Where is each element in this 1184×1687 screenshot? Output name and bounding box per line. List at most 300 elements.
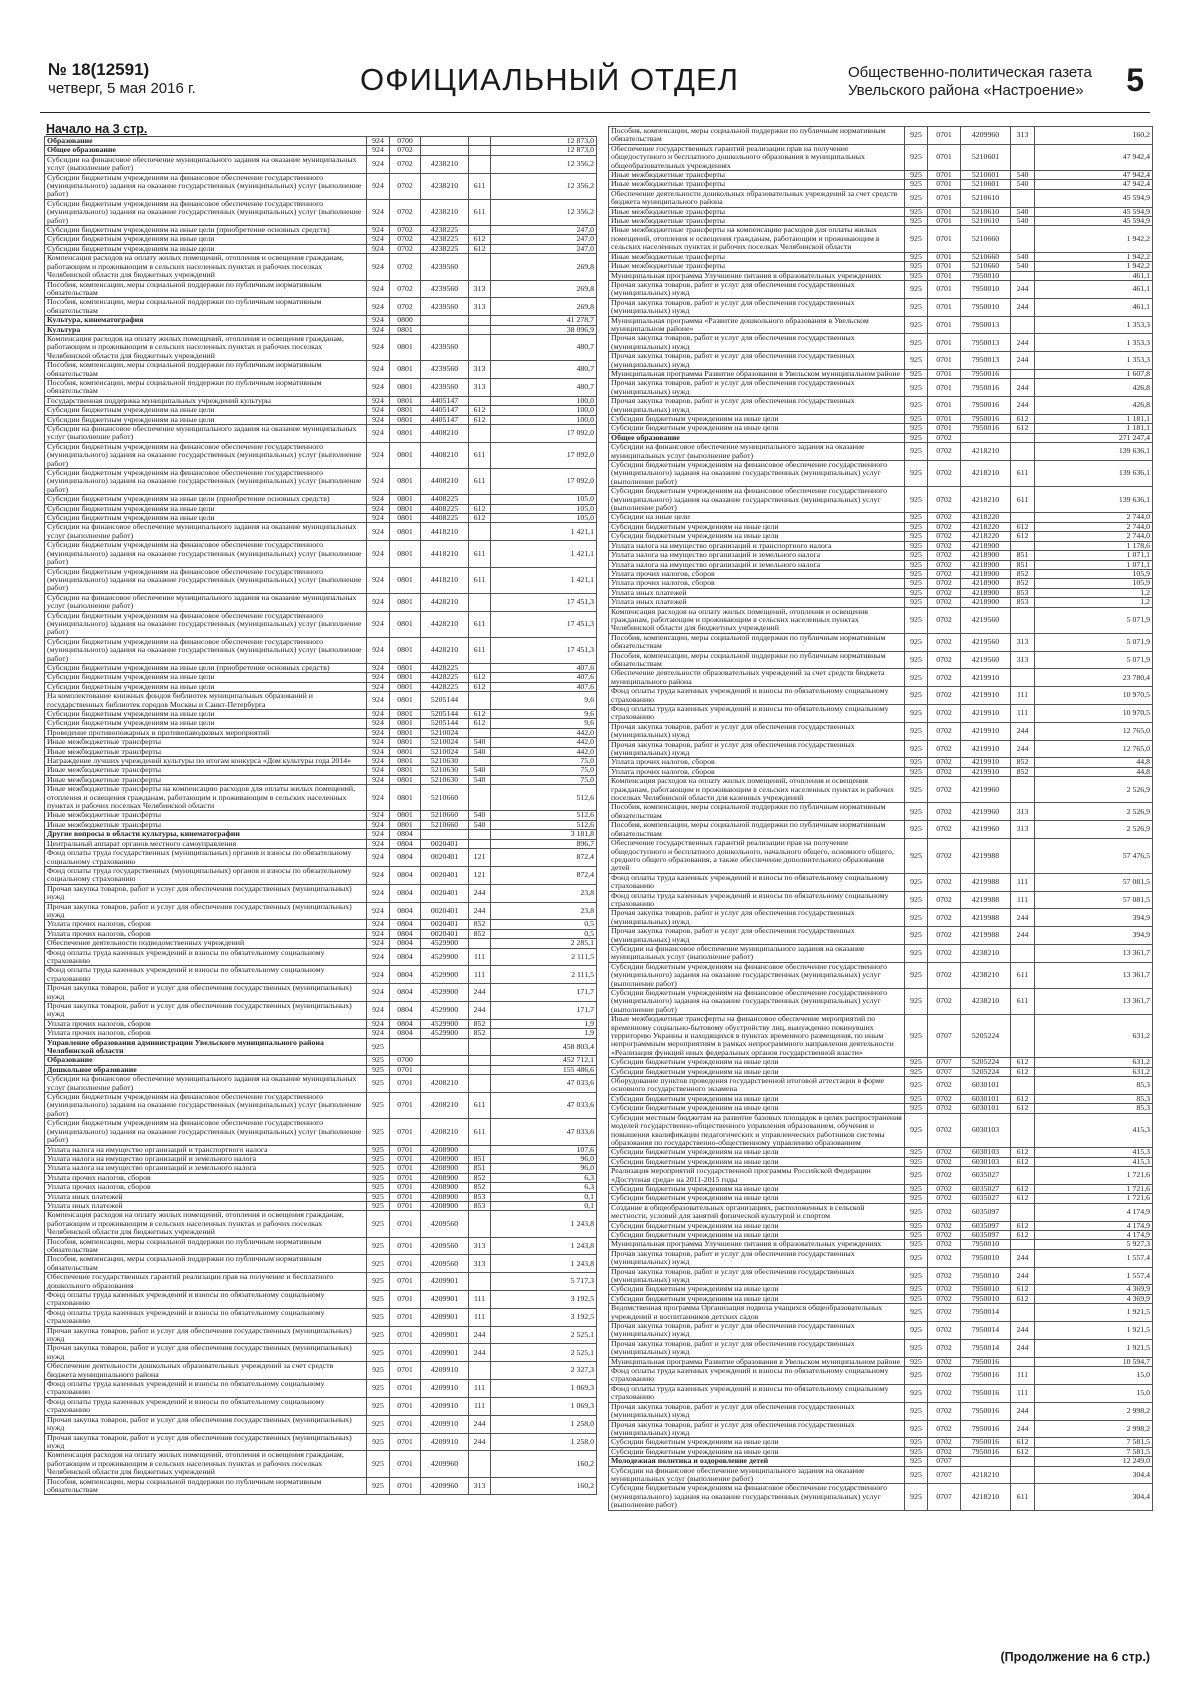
row-description: Награждение лучших учреждений культуры по итогам конкурса «Дом культуры года 2014» xyxy=(45,757,367,766)
table-row xyxy=(609,1230,1153,1239)
row-description: Муниципальная программа Развитие образования в Увельском муниципальном районе xyxy=(609,1357,905,1366)
row-amount: 631,2 xyxy=(1035,1058,1153,1067)
row-expense-type: 611 xyxy=(1011,1484,1035,1510)
row-expense-type: 244 xyxy=(1011,927,1035,945)
row-description: Обеспечение деятельности подведомственных учреждений xyxy=(45,939,367,948)
row-description: Пособия, компенсации, меры социальной поддержки по публичным нормативным обязательствам xyxy=(45,1255,367,1273)
row-description: Субсидии бюджетным учреждениям на иные цели xyxy=(609,424,905,433)
table-row xyxy=(609,1077,1153,1095)
row-ministry-code: 925 xyxy=(905,352,928,370)
row-ministry-code: 925 xyxy=(905,127,928,145)
row-ministry-code: 925 xyxy=(905,433,928,442)
row-amount: 512,6 xyxy=(491,811,597,820)
row-expense-type: 121 xyxy=(469,849,491,867)
row-ministry-code: 924 xyxy=(367,1019,390,1028)
row-ministry-code: 925 xyxy=(905,651,928,669)
row-expense-type xyxy=(469,425,491,443)
row-section-code: 0701 xyxy=(928,262,961,271)
row-target-code: 4209901 xyxy=(421,1344,469,1362)
row-description: Уплата налога на имущество организаций и транспортного налога xyxy=(609,541,905,550)
row-ministry-code: 925 xyxy=(905,1104,928,1113)
row-amount: 17 451,3 xyxy=(491,593,597,611)
row-section-code: 0702 xyxy=(390,244,421,253)
row-amount: 415,3 xyxy=(1035,1148,1153,1157)
table-row xyxy=(45,984,597,1002)
row-section-code: 0702 xyxy=(928,839,961,874)
table-row xyxy=(45,775,597,784)
row-target-code: 4218220 xyxy=(961,522,1011,531)
row-description: Прочая закупка товаров, работ и услуг для обеспечения государственных (муниципальных) нужд xyxy=(609,1339,905,1357)
row-amount: 75,0 xyxy=(491,766,597,775)
row-expense-type xyxy=(469,1145,491,1154)
row-target-code: 4529900 xyxy=(421,948,469,966)
continuation-to: (Продолжение на 6 стр.) xyxy=(1000,1650,1150,1664)
row-expense-type: 244 xyxy=(1011,352,1035,370)
row-amount: 6,3 xyxy=(491,1183,597,1192)
row-amount: 12 873,0 xyxy=(491,137,597,146)
table-row xyxy=(45,1415,597,1433)
row-amount: 1 243,8 xyxy=(491,1211,597,1237)
row-section-code: 0702 xyxy=(928,944,961,962)
row-section-code: 0701 xyxy=(928,252,961,261)
table-row xyxy=(45,1145,597,1154)
table-row xyxy=(45,1056,597,1065)
table-row xyxy=(45,1183,597,1192)
row-expense-type: 244 xyxy=(469,884,491,902)
row-amount: 171,7 xyxy=(491,984,597,1002)
row-target-code: 5205144 xyxy=(421,710,469,719)
row-expense-type: 612 xyxy=(1011,1438,1035,1447)
table-row xyxy=(45,425,597,443)
row-expense-type xyxy=(1011,839,1035,874)
table-row xyxy=(609,560,1153,569)
row-expense-type: 611 xyxy=(469,637,491,663)
row-ministry-code: 925 xyxy=(905,252,928,261)
row-description: Уплата прочих налогов, сборов xyxy=(45,1019,367,1028)
table-row xyxy=(45,747,597,756)
table-row xyxy=(609,1221,1153,1230)
table-row xyxy=(45,948,597,966)
row-description: Фонд оплаты труда казенных учреждений и взносы по обязательному социальному страхованию xyxy=(609,873,905,891)
row-expense-type: 244 xyxy=(469,984,491,1002)
row-ministry-code: 924 xyxy=(367,939,390,948)
row-expense-type xyxy=(1011,1457,1035,1466)
row-ministry-code: 924 xyxy=(367,495,390,504)
table-row xyxy=(609,171,1153,180)
row-description: Образование xyxy=(45,1056,367,1065)
row-expense-type: 244 xyxy=(469,1344,491,1362)
row-expense-type xyxy=(469,1075,491,1093)
table-row xyxy=(45,738,597,747)
row-section-code: 0701 xyxy=(928,298,961,316)
row-section-code: 0801 xyxy=(390,469,421,495)
row-expense-type: 313 xyxy=(1011,127,1035,145)
row-description: Фонд оплаты труда государственных (муниципальных) органов и взносы по обязательному социальному страхованию xyxy=(45,849,367,867)
table-row xyxy=(45,1029,597,1038)
row-ministry-code: 925 xyxy=(905,758,928,767)
row-description: Фонд оплаты труда казенных учреждений и взносы по обязательному социальному страхованию xyxy=(45,1380,367,1398)
row-section-code: 0702 xyxy=(928,1184,961,1193)
row-target-code: 4208900 xyxy=(421,1164,469,1173)
row-section-code: 0701 xyxy=(390,1093,421,1119)
row-ministry-code: 925 xyxy=(905,522,928,531)
table-row xyxy=(45,325,597,334)
row-ministry-code: 925 xyxy=(367,1154,390,1163)
row-section-code: 0701 xyxy=(390,1075,421,1093)
row-amount: 407,6 xyxy=(491,682,597,691)
row-description: Оборудование пунктов проведения государственной итоговой аттестации в форме основного государственного экзамена xyxy=(609,1077,905,1095)
row-ministry-code: 924 xyxy=(367,137,390,146)
row-description: Создание в общеобразовательных организациях, расположенных в сельской местности, условий для занятий физической культурой и спортом xyxy=(609,1203,905,1221)
row-target-code: 5210024 xyxy=(421,747,469,756)
row-target-code: 4428225 xyxy=(421,673,469,682)
table-row xyxy=(609,1322,1153,1340)
row-amount: 407,6 xyxy=(491,663,597,672)
row-section-code: 0702 xyxy=(928,740,961,758)
row-target-code: 4428225 xyxy=(421,682,469,691)
row-ministry-code: 925 xyxy=(905,909,928,927)
row-ministry-code: 924 xyxy=(367,966,390,984)
table-row xyxy=(609,1240,1153,1249)
row-section-code: 0800 xyxy=(390,316,421,325)
row-expense-type: 313 xyxy=(1011,821,1035,839)
table-row xyxy=(609,262,1153,271)
row-target-code: 7950013 xyxy=(961,316,1011,334)
row-section-code: 0702 xyxy=(390,254,421,280)
row-ministry-code: 924 xyxy=(367,611,390,637)
row-amount: 47 942,4 xyxy=(1035,171,1153,180)
row-description: Прочая закупка товаров, работ и услуг для обеспечения государственных (муниципальных) нужд xyxy=(45,1344,367,1362)
row-description: Субсидии бюджетным учреждениям на иные цели xyxy=(609,1184,905,1193)
row-ministry-code: 925 xyxy=(367,1211,390,1237)
row-description: Субсидии бюджетным учреждениям на финансовое обеспечение государственного (муниципального) задания на оказание государственных (муниципальных) услуг (выполнение работ) xyxy=(45,611,367,637)
row-section-code: 0801 xyxy=(390,504,421,513)
table-row xyxy=(609,1402,1153,1420)
row-section-code: 0801 xyxy=(390,415,421,424)
table-row xyxy=(609,669,1153,687)
row-expense-type: 540 xyxy=(1011,217,1035,226)
row-expense-type: 111 xyxy=(1011,873,1035,891)
table-row xyxy=(609,144,1153,170)
row-ministry-code: 925 xyxy=(367,1255,390,1273)
row-amount: 85,3 xyxy=(1035,1104,1153,1113)
row-description: Иные межбюджетные трансферты xyxy=(45,775,367,784)
row-expense-type: 611 xyxy=(1011,461,1035,487)
row-description: Пособия, компенсации, меры социальной поддержки по публичным нормативным обязательствам xyxy=(45,280,367,298)
row-ministry-code: 925 xyxy=(905,767,928,776)
row-target-code: 4218210 xyxy=(961,1484,1011,1510)
row-section-code: 0804 xyxy=(390,929,421,938)
row-expense-type: 851 xyxy=(1011,560,1035,569)
row-ministry-code: 924 xyxy=(367,766,390,775)
row-description: Уплата прочих налогов, сборов xyxy=(609,569,905,578)
row-expense-type xyxy=(469,334,491,360)
row-section-code: 0701 xyxy=(390,1433,421,1451)
row-expense-type: 540 xyxy=(469,820,491,829)
row-section-code: 0804 xyxy=(390,1019,421,1028)
row-amount: 5 717,3 xyxy=(491,1273,597,1291)
row-target-code: 4219960 xyxy=(961,821,1011,839)
row-ministry-code: 925 xyxy=(905,1094,928,1103)
table-row xyxy=(45,1308,597,1326)
row-expense-type xyxy=(1011,189,1035,207)
row-ministry-code: 925 xyxy=(367,1237,390,1255)
row-section-code: 0701 xyxy=(390,1183,421,1192)
row-target-code: 4209910 xyxy=(421,1380,469,1398)
row-section-code: 0702 xyxy=(928,705,961,723)
row-ministry-code: 925 xyxy=(905,415,928,424)
row-description: Субсидии бюджетным учреждениям на иные цели xyxy=(45,415,367,424)
row-section-code: 0804 xyxy=(390,966,421,984)
row-section-code: 0701 xyxy=(928,369,961,378)
row-amount: 2 111,5 xyxy=(491,948,597,966)
row-description: Субсидии бюджетным учреждениям на иные цели xyxy=(45,514,367,523)
left-column xyxy=(44,136,596,1495)
table-row xyxy=(609,722,1153,740)
row-description: Иные межбюджетные трансферты xyxy=(45,811,367,820)
table-row xyxy=(609,891,1153,909)
row-expense-type: 313 xyxy=(1011,803,1035,821)
row-description: Проведение противопожарных и противопаводковых мероприятий xyxy=(45,728,367,737)
row-description: Фонд оплаты труда казенных учреждений и взносы по обязательному социальному страхованию xyxy=(45,1308,367,1326)
row-expense-type: 244 xyxy=(469,1326,491,1344)
row-amount: 5 071,9 xyxy=(1035,633,1153,651)
row-expense-type: 612 xyxy=(1011,1194,1035,1203)
table-row xyxy=(45,692,597,710)
table-row xyxy=(609,252,1153,261)
row-ministry-code: 924 xyxy=(367,593,390,611)
row-description: Субсидии бюджетным учреждениям на иные цели (приобретение основных средств) xyxy=(45,495,367,504)
row-amount: 1 607,8 xyxy=(1035,369,1153,378)
row-amount: 2 998,2 xyxy=(1035,1420,1153,1438)
row-expense-type: 244 xyxy=(1011,397,1035,415)
row-description: Уплата налога на имущество организаций и земельного налога xyxy=(609,560,905,569)
row-target-code: 4218900 xyxy=(961,541,1011,550)
row-target-code: 6030101 xyxy=(961,1077,1011,1095)
row-expense-type xyxy=(469,663,491,672)
table-row xyxy=(45,593,597,611)
row-ministry-code: 924 xyxy=(367,280,390,298)
table-row xyxy=(45,1201,597,1210)
row-amount: 105,0 xyxy=(491,495,597,504)
row-amount: 17 451,3 xyxy=(491,637,597,663)
row-amount: 1 181,1 xyxy=(1035,424,1153,433)
row-ministry-code: 925 xyxy=(905,777,928,803)
row-target-code: 4529900 xyxy=(421,966,469,984)
row-description: Субсидии бюджетным учреждениям на иные цели xyxy=(609,1221,905,1230)
row-expense-type: 540 xyxy=(469,766,491,775)
row-section-code: 0801 xyxy=(390,361,421,379)
row-target-code: 4219988 xyxy=(961,927,1011,945)
row-amount: 1 181,1 xyxy=(1035,415,1153,424)
row-target-code: 4428210 xyxy=(421,611,469,637)
row-section-code: 0804 xyxy=(390,902,421,920)
row-expense-type xyxy=(469,1362,491,1380)
row-target-code: 4209960 xyxy=(421,1451,469,1477)
row-amount: 105,9 xyxy=(1035,569,1153,578)
row-description: Субсидии бюджетным учреждениям на финансовое обеспечение государственного (муниципального) задания на оказание государственных (муниципальных) услуг (выполнение работ) xyxy=(45,173,367,199)
row-section-code: 0702 xyxy=(928,1322,961,1340)
row-ministry-code: 924 xyxy=(367,378,390,396)
row-section-code: 0801 xyxy=(390,811,421,820)
row-target-code: 4219988 xyxy=(961,839,1011,874)
row-target-code: 4418210 xyxy=(421,541,469,567)
row-section-code: 0702 xyxy=(928,1249,961,1267)
masthead xyxy=(40,56,1150,108)
row-description: Фонд оплаты труда казенных учреждений и взносы по обязательному социальному страхованию xyxy=(609,705,905,723)
row-ministry-code: 925 xyxy=(905,461,928,487)
row-target-code: 6030101 xyxy=(961,1104,1011,1113)
table-row xyxy=(45,415,597,424)
row-ministry-code: 925 xyxy=(905,989,928,1015)
row-description: Уплата налога на имущество организаций и транспортного налога xyxy=(45,1145,367,1154)
table-row xyxy=(609,298,1153,316)
table-row xyxy=(609,1384,1153,1402)
row-target-code: 4219560 xyxy=(961,651,1011,669)
row-expense-type: 612 xyxy=(1011,1294,1035,1303)
row-expense-type: 540 xyxy=(1011,171,1035,180)
row-amount: 139 636,1 xyxy=(1035,443,1153,461)
row-section-code: 0701 xyxy=(390,1308,421,1326)
row-section-code: 0702 xyxy=(928,1367,961,1385)
table-row xyxy=(609,1357,1153,1366)
table-row xyxy=(609,651,1153,669)
row-description: Уплата прочих налогов, сборов xyxy=(609,579,905,588)
row-expense-type: 612 xyxy=(1011,1221,1035,1230)
row-amount: 1 258,0 xyxy=(491,1433,597,1451)
row-amount: 631,2 xyxy=(1035,1015,1153,1058)
row-expense-type: 111 xyxy=(1011,891,1035,909)
row-description: Субсидии бюджетным учреждениям на иные цели xyxy=(609,1285,905,1294)
row-target-code: 5210610 xyxy=(961,189,1011,207)
row-amount: 2 744,0 xyxy=(1035,532,1153,541)
row-expense-type xyxy=(469,325,491,334)
row-description: Уплата иных платежей xyxy=(609,598,905,607)
row-target-code: 4219910 xyxy=(961,740,1011,758)
table-row xyxy=(609,271,1153,280)
row-section-code: 0701 xyxy=(390,1362,421,1380)
row-amount: 4 369,9 xyxy=(1035,1285,1153,1294)
row-section-code: 0801 xyxy=(390,747,421,756)
row-section-code: 0702 xyxy=(928,777,961,803)
row-ministry-code: 925 xyxy=(905,1285,928,1294)
row-section-code: 0702 xyxy=(928,1384,961,1402)
row-amount: 247,0 xyxy=(491,235,597,244)
row-description: Компенсация расходов на оплату жилых помещений, отопления и освещения гражданам, работающим и проживающим в сельских населенных пунктах и рабочих поселках Челябинской области для бюджетных учреждений xyxy=(45,1451,367,1477)
row-ministry-code: 925 xyxy=(367,1192,390,1201)
row-amount: 1 069,3 xyxy=(491,1397,597,1415)
row-expense-type: 244 xyxy=(1011,722,1035,740)
table-row xyxy=(45,757,597,766)
row-amount: 2 526,9 xyxy=(1035,803,1153,821)
row-target-code: 5210660 xyxy=(961,226,1011,252)
row-ministry-code: 925 xyxy=(905,271,928,280)
table-row xyxy=(609,522,1153,531)
row-expense-type: 612 xyxy=(1011,522,1035,531)
row-section-code: 0804 xyxy=(390,830,421,839)
row-description: Фонд оплаты труда казенных учреждений и взносы по обязательному социальному страхованию xyxy=(45,1397,367,1415)
row-ministry-code: 925 xyxy=(905,1267,928,1285)
row-ministry-code: 925 xyxy=(905,1221,928,1230)
row-amount: 75,0 xyxy=(491,775,597,784)
row-description: Обеспечение деятельности дошкольных образовательных учреждений за счет средств бюджета муниципального района xyxy=(609,189,905,207)
row-description: Субсидии на иные цели xyxy=(609,513,905,522)
row-amount: 480,7 xyxy=(491,361,597,379)
row-expense-type xyxy=(469,396,491,405)
row-expense-type: 612 xyxy=(1011,532,1035,541)
row-amount: 2 526,9 xyxy=(1035,777,1153,803)
row-description: Фонд оплаты труда государственных (муниципальных) органов и взносы по обязательному социальному страхованию xyxy=(45,866,367,884)
row-amount: 38 096,9 xyxy=(491,325,597,334)
row-amount: 2 111,5 xyxy=(491,966,597,984)
row-ministry-code: 925 xyxy=(905,1230,928,1239)
row-expense-type: 611 xyxy=(1011,487,1035,513)
row-description: Уплата прочих налогов, сборов xyxy=(609,758,905,767)
row-description: Пособия, компенсации, меры социальной поддержки по публичным нормативным обязательствам xyxy=(45,378,367,396)
row-amount: 47 033,6 xyxy=(491,1119,597,1145)
row-amount: 1 421,1 xyxy=(491,541,597,567)
row-description: Иные межбюджетные трансферты xyxy=(45,766,367,775)
row-expense-type xyxy=(1011,226,1035,252)
row-section-code: 0701 xyxy=(390,1192,421,1201)
row-section-code: 0801 xyxy=(390,637,421,663)
row-ministry-code: 925 xyxy=(367,1273,390,1291)
row-ministry-code: 925 xyxy=(905,1438,928,1447)
table-row xyxy=(45,298,597,316)
row-expense-type: 852 xyxy=(469,1019,491,1028)
row-amount: 1 921,5 xyxy=(1035,1304,1153,1322)
table-row xyxy=(45,1255,597,1273)
row-description: Прочая закупка товаров, работ и услуг для обеспечения государственных (муниципальных) нужд xyxy=(45,902,367,920)
row-target-code: 5210024 xyxy=(421,728,469,737)
row-description: Субсидии бюджетным учреждениям на иные цели xyxy=(609,415,905,424)
row-section-code: 0702 xyxy=(928,891,961,909)
row-section-code: 0701 xyxy=(928,397,961,415)
row-amount: 47 033,6 xyxy=(491,1093,597,1119)
table-row xyxy=(609,1184,1153,1193)
row-description: Субсидии на финансовое обеспечение муниципального задания на оказание муниципальных услуг (выполнение работ) xyxy=(609,1466,905,1484)
row-section-code: 0702 xyxy=(928,821,961,839)
row-target-code: 4238210 xyxy=(961,962,1011,988)
row-section-code: 0801 xyxy=(390,593,421,611)
row-amount: 96,0 xyxy=(491,1164,597,1173)
row-target-code: 4209910 xyxy=(421,1362,469,1380)
row-expense-type: 612 xyxy=(1011,1230,1035,1239)
row-ministry-code: 925 xyxy=(905,207,928,216)
row-amount: 269,8 xyxy=(491,298,597,316)
table-row xyxy=(609,758,1153,767)
row-description: На комплектование книжных фондов библиотек муниципальных образований и государственных библиотек городов Москвы и Санкт-Петербурга xyxy=(45,692,367,710)
table-row xyxy=(609,633,1153,651)
table-row xyxy=(45,334,597,360)
row-amount: 0,1 xyxy=(491,1201,597,1210)
row-description: Фонд оплаты труда казенных учреждений и взносы по обязательному социальному страхованию xyxy=(45,948,367,966)
row-amount: 394,9 xyxy=(1035,909,1153,927)
row-expense-type: 111 xyxy=(469,1308,491,1326)
row-expense-type: 111 xyxy=(469,1291,491,1309)
row-description: Прочая закупка товаров, работ и услуг для обеспечения государственных (муниципальных) нужд xyxy=(609,280,905,298)
row-ministry-code: 925 xyxy=(367,1173,390,1182)
row-expense-type: 611 xyxy=(469,611,491,637)
row-ministry-code: 925 xyxy=(905,839,928,874)
row-target-code: 4208210 xyxy=(421,1093,469,1119)
row-section-code: 0701 xyxy=(390,1173,421,1182)
row-target-code: 0020401 xyxy=(421,866,469,884)
row-ministry-code: 925 xyxy=(905,873,928,891)
issue-date: четверг, 5 мая 2016 г. xyxy=(48,80,196,97)
row-expense-type: 612 xyxy=(469,682,491,691)
row-description: Субсидии бюджетным учреждениям на финансовое обеспечение государственного (муниципального) задания на оказание государственных (муниципальных) услуг (выполнение работ) xyxy=(609,989,905,1015)
